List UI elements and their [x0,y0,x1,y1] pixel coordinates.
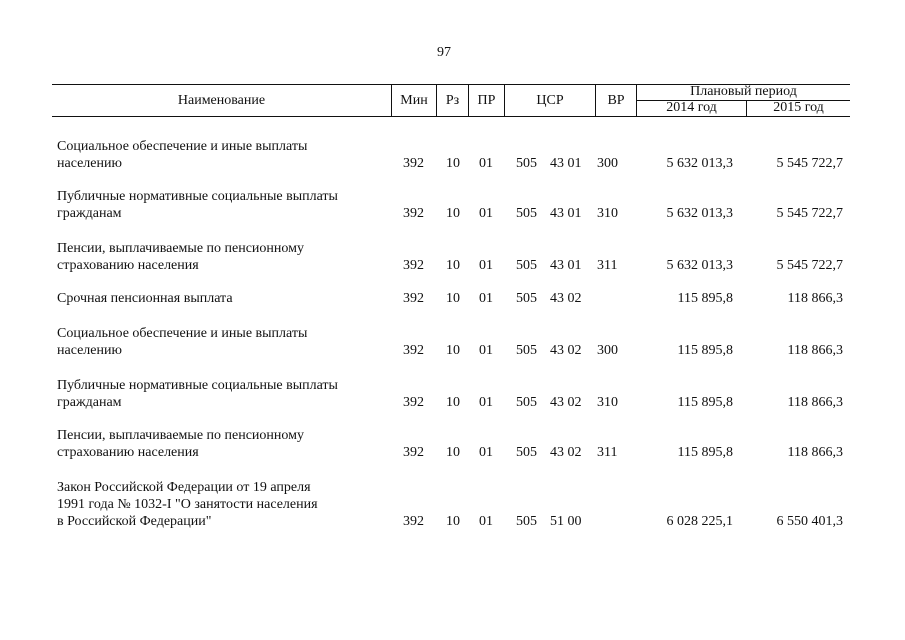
cell-pr: 01 [479,343,493,358]
cell-pr: 01 [479,445,493,460]
cell-rz: 10 [446,156,460,171]
header-name: Наименование [177,93,266,108]
cell-vr: 310 [597,206,618,221]
cell-rz: 10 [446,514,460,529]
row-name: Публичные нормативные социальные выплаты гражданам [57,378,338,410]
cell-y2014: 5 632 013,3 [666,206,733,221]
cell-min: 392 [403,445,424,460]
cell-vr: 310 [597,395,618,410]
cell-csr2: 43 02 [550,445,582,460]
cell-pr: 01 [479,395,493,410]
cell-pr: 01 [479,206,493,221]
cell-y2014: 5 632 013,3 [666,156,733,171]
cell-min: 392 [403,291,424,306]
cell-csr2: 43 02 [550,343,582,358]
page-number: 97 [437,45,451,60]
cell-y2015: 118 866,3 [787,395,843,410]
cell-y2015: 5 545 722,7 [776,206,843,221]
cell-csr1: 505 [516,156,537,171]
header-vr: ВР [607,93,625,108]
cell-min: 392 [403,206,424,221]
cell-csr2: 43 01 [550,258,582,273]
header-rz: Рз [445,93,460,108]
cell-csr1: 505 [516,445,537,460]
cell-csr2: 51 00 [550,514,582,529]
cell-vr: 311 [597,445,618,460]
cell-min: 392 [403,156,424,171]
cell-rz: 10 [446,258,460,273]
cell-y2014: 115 895,8 [677,445,733,460]
cell-pr: 01 [479,258,493,273]
cell-rz: 10 [446,343,460,358]
cell-y2014: 115 895,8 [677,395,733,410]
header-pr: ПР [477,93,496,108]
header-year-2014: 2014 год [666,100,717,115]
header-year-2015: 2015 год [773,100,824,115]
cell-vr: 300 [597,156,618,171]
cell-y2015: 6 550 401,3 [776,514,843,529]
cell-csr1: 505 [516,291,537,306]
cell-csr2: 43 02 [550,291,582,306]
cell-vr: 311 [597,258,618,273]
cell-min: 392 [403,258,424,273]
cell-csr1: 505 [516,395,537,410]
cell-y2014: 115 895,8 [677,291,733,306]
cell-min: 392 [403,514,424,529]
cell-y2014: 5 632 013,3 [666,258,733,273]
cell-rz: 10 [446,445,460,460]
cell-csr2: 43 02 [550,395,582,410]
row-name: Пенсии, выплачиваемые по пенсионному страхованию населения [57,241,305,273]
cell-csr2: 43 01 [550,206,582,221]
cell-rz: 10 [446,206,460,221]
cell-y2015: 118 866,3 [787,343,843,358]
cell-csr1: 505 [516,258,537,273]
cell-csr1: 505 [516,206,537,221]
cell-y2015: 118 866,3 [787,291,843,306]
cell-csr2: 43 01 [550,156,582,171]
cell-csr1: 505 [516,343,537,358]
cell-pr: 01 [479,156,493,171]
cell-rz: 10 [446,291,460,306]
cell-y2015: 118 866,3 [787,445,843,460]
row-name: Социальное обеспечение и иные выплаты населению [57,139,308,171]
cell-y2014: 115 895,8 [677,343,733,358]
cell-vr: 300 [597,343,618,358]
header-planned-period: Плановый период [690,84,797,99]
row-name: Социальное обеспечение и иные выплаты населению [57,326,308,358]
cell-pr: 01 [479,291,493,306]
cell-y2015: 5 545 722,7 [776,258,843,273]
row-name: Срочная пенсионная выплата [57,291,233,306]
row-name: Пенсии, выплачиваемые по пенсионному страхованию населения [57,428,305,460]
cell-y2015: 5 545 722,7 [776,156,843,171]
row-name: Публичные нормативные социальные выплаты гражданам [57,189,338,221]
cell-min: 392 [403,395,424,410]
header-csr: ЦСР [536,93,564,108]
cell-rz: 10 [446,395,460,410]
row-name: Закон Российской Федерации от 19 апреля 1991 года № 1032-I "О занятости населения в Российской Федерации" [57,480,318,529]
cell-csr1: 505 [516,514,537,529]
cell-y2014: 6 028 225,1 [666,514,733,529]
cell-pr: 01 [479,514,493,529]
header-min: Мин [400,93,428,108]
cell-min: 392 [403,343,424,358]
